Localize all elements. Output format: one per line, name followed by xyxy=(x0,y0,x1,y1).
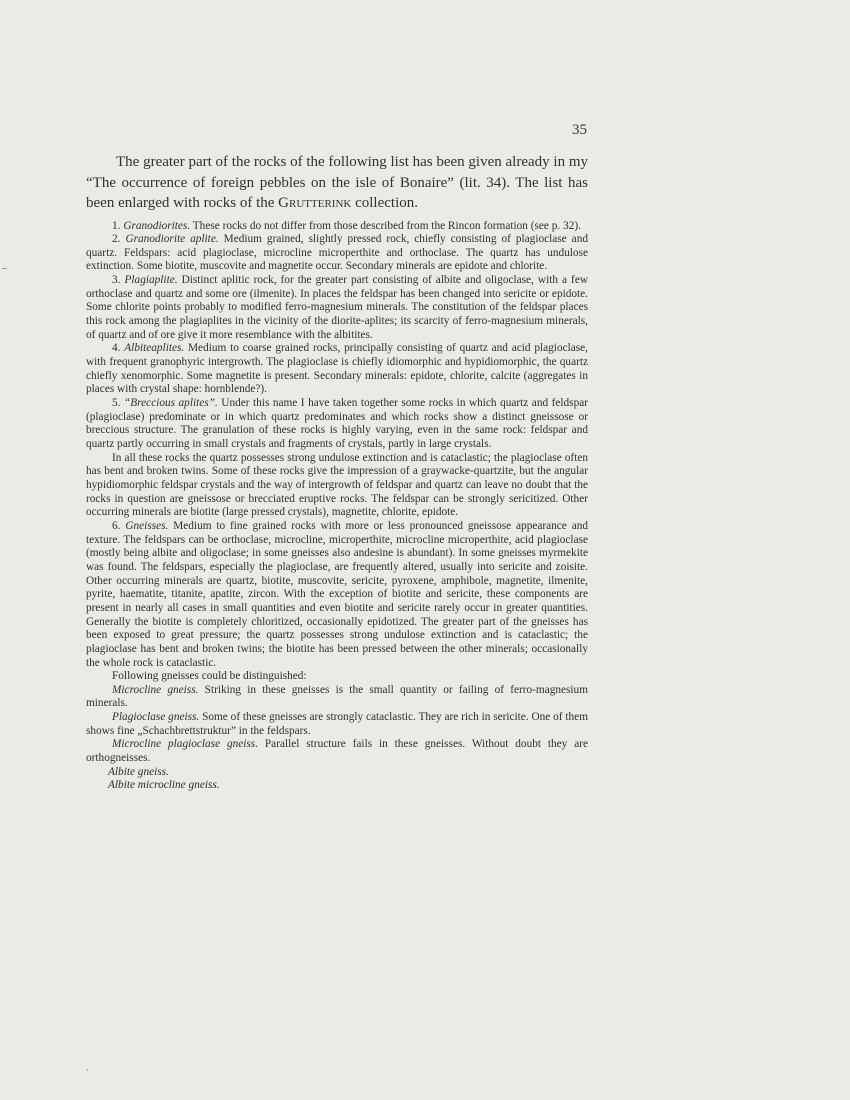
rock-description: Medium grained, slightly pressed rock, chiefly consisting of plagioclase and quartz. Feldspars: acid plagioclase, microcline microperthite and orthoclase. The quartz has undulose extinction. Some biotite, muscovite and magnetite occur. Secondary minerals are epidote and chlorite. xyxy=(86,233,588,273)
rock-term: “Breccious aplites”. xyxy=(124,397,218,410)
gneiss-type xyxy=(86,738,588,765)
gneiss-description: Some of these gneisses are strongly cataclastic. They are rich in sericite. One of them shows fine „Schachbrettstruktur” in the feldspars. xyxy=(86,711,588,737)
item-number: 2. xyxy=(112,233,121,246)
gneiss-term: Microcline plagioclase gneiss. xyxy=(112,738,259,751)
rock-description: These rocks do not differ from those described from the Rincon formation (see p. 32). xyxy=(190,219,581,232)
rock-item xyxy=(86,233,588,274)
gneiss-description: Parallel structure fails in these gneisses. Without doubt they are orthogneisses. xyxy=(86,738,588,765)
rock-item xyxy=(86,274,588,342)
rock-item xyxy=(86,220,588,234)
item-number: 4. xyxy=(112,342,121,355)
rock-item-continued xyxy=(86,452,588,520)
gneiss-list-heading: Following gneisses could be distinguished: xyxy=(112,670,307,683)
rock-term: Gneisses. xyxy=(125,519,169,532)
intro-text-a: The greater part of the rocks of the following list has been given already in my “The occurrence of foreign pebbles on the isle of Bonaire” (lit. 34). The list has been enlarged with rocks of the xyxy=(86,154,588,211)
rock-description: Medium to fine grained rocks with more or less pronounced gneissose appearance and texture. The feldspars can be orthoclase, microcline, microperthite, microcline microperthite, acid plagioclase (mostly being albite and oligoclase; in some gneisses also andesine is abundant). In some gneisses myrmekite was found. The feldspars, especially the plagioclase, are frequently altered, usually into sericite and zoisite. Other occurring minerals are quartz, biotite, muscovite, sericite, pyroxene, amphibole, magnetite, ilmenite, pyrite, haematite, titanite, apatite, zircon. With the exception of biotite and sericite, these components are present in nearly all cases in small quantities and even biotite and sericite rarely occur in greater quantities. Generally the biotite is completely chloritized, occasionally epidotized. The greater part of the gneisses has been exposed to great pressure; the quartz possesses strong undulose extinction and is cataclastic; the plagioclase has bent and broken twins; the biotite has been pressed between the other minerals; occasionally the whole rock is cataclastic. xyxy=(86,519,588,669)
rock-description: Medium to coarse grained rocks, principally consisting of quartz and acid plagioclase, with frequent granophyric intergrowth. The plagioclase is chiefly idiomorphic and hypidiomorphic, the quartz chiefly xenomorphic. Some magnetite is present. Secondary minerals: epidote, chlorite, calcite (aggregates in places with crystal shape: hornblende?). xyxy=(86,342,588,396)
gneiss-short-item: Albite gneiss. xyxy=(108,765,169,778)
rock-term: Granodiorite aplite. xyxy=(125,233,219,246)
page-speck: • xyxy=(86,1066,89,1075)
collector-name: Grutterink xyxy=(278,195,352,211)
gneiss-type xyxy=(86,684,588,711)
gneiss-description: Striking in these gneisses is the small quantity or failing of ferro-magnesium minerals. xyxy=(86,683,588,710)
rock-term: Plagiaplite. xyxy=(124,274,178,287)
gneiss-type xyxy=(86,711,588,738)
page-number: 35 xyxy=(572,122,587,138)
margin-mark xyxy=(2,268,7,269)
rock-description: In all these rocks the quartz possesses strong undulose extinction and is cataclastic; the plagioclase often has bent and broken twins. Some of these rocks give the impression of a graywacke-quartzite, but the angular hypidiomorphic feldspar crystals and the way of intergrowth of feldspar and quartz can leave no doubt that the rocks in question are gneissose or brecciated eruptive rocks. The feldspar can be strongly sericitized. Other occurring minerals are biotite (large pressed crystals), magnetite, chlorite, epidote. xyxy=(86,451,588,519)
item-number: 3. xyxy=(112,274,121,287)
item-number: 6. xyxy=(112,519,121,532)
rock-description: Under this name I have taken together some rocks in which quartz and feldspar (plagioclase) predominate or in which quartz predominates and which rocks show a distinct gneissose or breccious structure. The granulation of these rocks is highly varying, even in the same rock: feldspar and quartz partly occurring in small crystals and fragments of crystals, partly in large crystals. xyxy=(86,397,589,450)
gneiss-term: Plagioclase gneiss. xyxy=(112,711,200,724)
intro-text-b: collection. xyxy=(351,195,418,211)
rock-item xyxy=(86,397,588,452)
item-number: 5. xyxy=(112,397,121,410)
rock-item xyxy=(86,520,588,670)
gneiss-term: Microcline gneiss. xyxy=(112,683,199,696)
page-body xyxy=(86,152,588,793)
rock-item xyxy=(86,342,588,397)
rock-term: Albiteaplites. xyxy=(124,342,185,355)
rock-description: Distinct aplitic rock, for the greater part consisting of albite and oligoclase, with a few orthoclase and quartz and some ore (ilmenite). In places the feldspar has been changed into sericite or epidote. Some chlorite points probably to modified ferro-magnesium minerals. The constitution of the feldspar places this rock among the plagiaplites in the vicinity of the diorite-aplites; its scarcity of ferro-magnesium minerals, of quartz and of ore give it more resemblance with the albitites. xyxy=(86,274,588,341)
intro-paragraph xyxy=(86,152,588,214)
gneiss-short-item: Albite microcline gneiss. xyxy=(108,779,220,792)
item-number: 1. xyxy=(112,219,121,232)
rock-term: Granodiorites. xyxy=(123,219,191,232)
